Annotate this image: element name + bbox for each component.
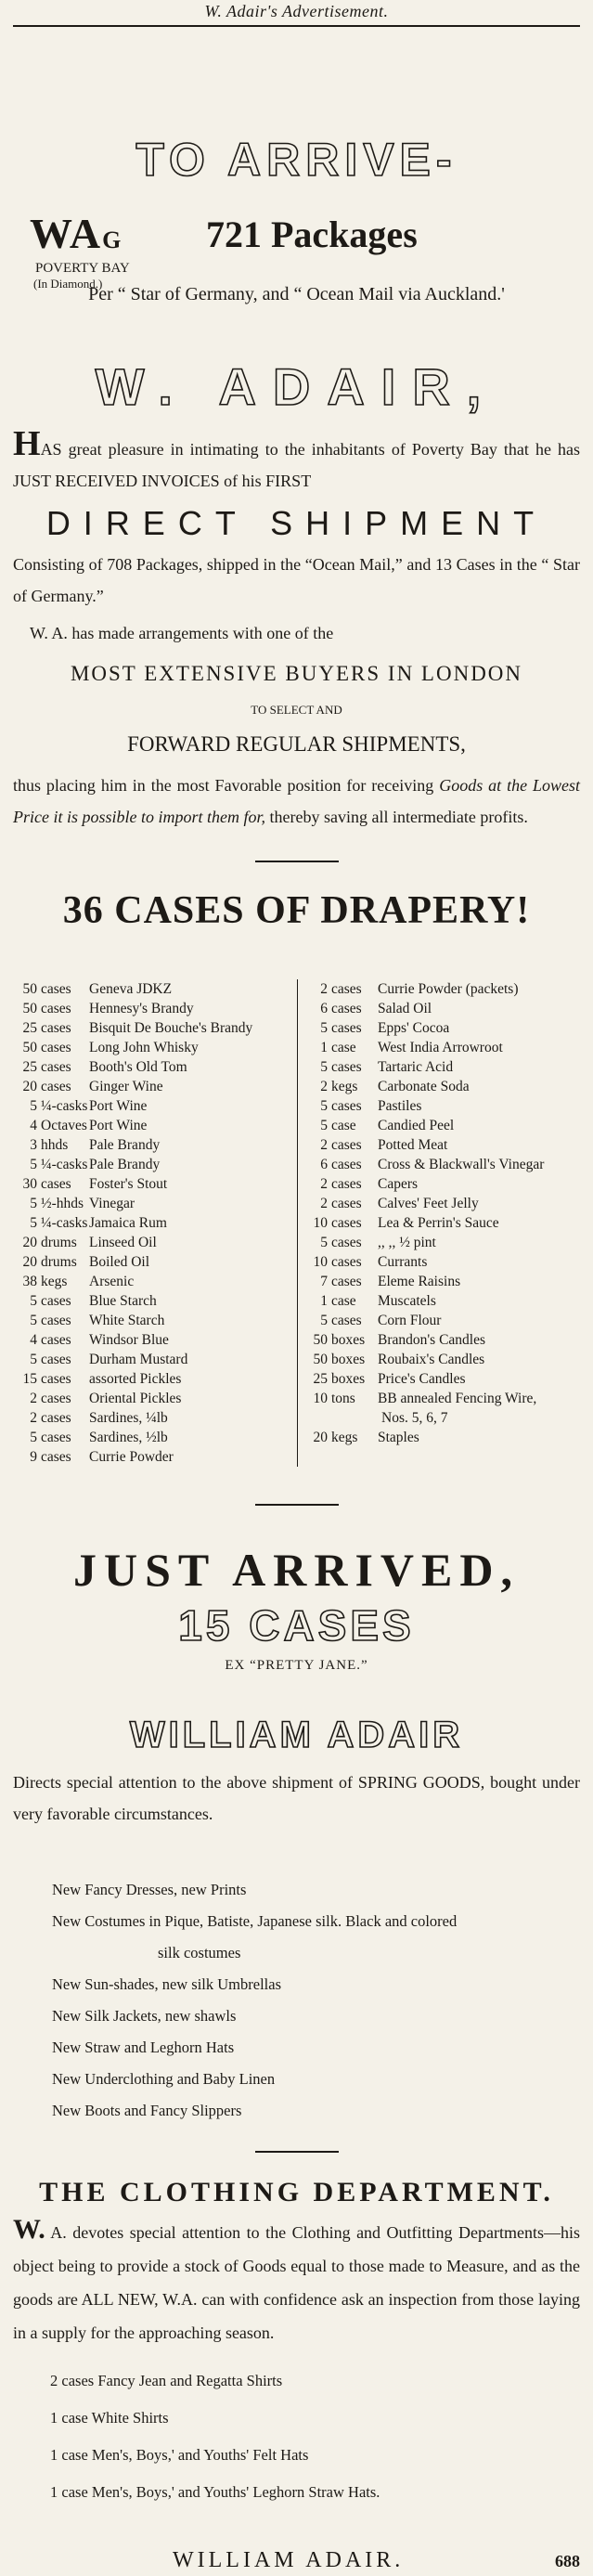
table-row — [305, 1057, 580, 1077]
item-quantity: 5 — [320, 1098, 328, 1114]
item-unit: cases — [41, 1410, 71, 1426]
item-unit: ¼-casks — [41, 1215, 88, 1231]
shipping-mark — [30, 209, 122, 258]
item-unit: cases — [331, 1313, 362, 1328]
table-row — [305, 1428, 580, 1447]
table-row — [305, 1135, 580, 1155]
table-row — [305, 1194, 580, 1213]
clothing-text: A. devotes special attention to the Clothing and Outfitting Departments—his object being to provide a stock of Goods equal to those made to Measure, and as the goods are ALL NEW, W.A. can with confidence ask an inspection from those laying in a supply for the approaching season. — [13, 2223, 580, 2342]
item-unit: cases — [41, 1293, 71, 1309]
table-row — [13, 1194, 293, 1213]
item-unit: kegs — [331, 1079, 358, 1094]
table-row — [13, 1252, 293, 1272]
william-adair-heading: WILLIAM ADAIR — [129, 1715, 464, 1755]
table-row — [305, 1155, 580, 1174]
item-unit: hhds — [41, 1137, 69, 1153]
item-quantity: 50 — [22, 1040, 37, 1055]
ex-pretty-jane: EX “PRETTY JANE.” — [225, 1658, 368, 1673]
item-unit: ¼-casks — [41, 1098, 88, 1114]
table-row — [13, 1350, 293, 1369]
item-quantity: 5 — [30, 1196, 37, 1211]
item-unit: cases — [41, 1059, 71, 1075]
table-row — [13, 1447, 293, 1467]
item-description: Long John Whisky — [89, 1040, 199, 1055]
item-quantity: 5 — [30, 1352, 37, 1367]
item-description: Muscatels — [378, 1293, 436, 1309]
item-description: Candied Peel — [378, 1118, 455, 1133]
item-description: Lea & Perrin's Sauce — [378, 1215, 499, 1231]
table-row — [305, 1174, 580, 1194]
running-header: W. Adair's Advertisement. — [204, 2, 389, 20]
item-quantity: 50 — [22, 981, 37, 997]
item-description: Geneva JDKZ — [89, 981, 173, 997]
item-description: Vinegar — [89, 1196, 135, 1211]
drapery-heading: 36 CASES OF DRAPERY! — [62, 889, 531, 932]
item-description: Currants — [378, 1254, 428, 1270]
most-extensive-line: MOST EXTENSIVE BUYERS IN LONDON — [70, 662, 523, 685]
item-quantity: 2 — [320, 981, 328, 997]
item-description: assorted Pickles — [89, 1371, 182, 1387]
item-quantity: 20 — [22, 1079, 37, 1094]
item-quantity: 5 — [30, 1313, 37, 1328]
w-adair-heading: W. ADAIR, — [95, 357, 498, 416]
table-row — [305, 1077, 580, 1096]
item-unit: cases — [331, 1059, 362, 1075]
item-description: Ginger Wine — [89, 1079, 163, 1094]
to-arrive-heading: TO ARRIVE- — [135, 134, 458, 186]
table-row — [13, 979, 293, 999]
section-divider-3 — [255, 2151, 339, 2153]
table-row — [13, 1174, 293, 1194]
item-unit: cases — [331, 1001, 362, 1016]
item-description: Pastiles — [378, 1098, 422, 1114]
list-item: 1 case Men's, Boys,' and Youths' Felt Hats — [50, 2446, 309, 2464]
table-row — [305, 979, 580, 999]
item-quantity: 50 — [313, 1332, 328, 1348]
item-quantity: 10 — [313, 1254, 328, 1270]
table-row — [305, 1116, 580, 1135]
item-description: Durham Mustard — [89, 1352, 188, 1367]
table-row — [305, 1233, 580, 1252]
item-quantity: 7 — [320, 1274, 328, 1289]
item-unit: cases — [331, 981, 362, 997]
item-unit: drums — [41, 1235, 77, 1250]
item-description: Blue Starch — [89, 1293, 157, 1309]
intro-dropcap: H — [13, 424, 41, 463]
item-unit: cases — [331, 1215, 362, 1231]
list-item: 1 case White Shirts — [50, 2409, 169, 2427]
item-quantity: 10 — [313, 1391, 328, 1406]
item-description: Eleme Raisins — [378, 1274, 461, 1289]
item-description: Pale Brandy — [89, 1157, 161, 1172]
right-goods-list — [298, 979, 580, 1467]
table-row — [305, 1389, 580, 1408]
directs-paragraph: Directs special attention to the above shipment of SPRING GOODS, bought under very favorable circumstances. — [13, 1773, 580, 1823]
in-diamond-note: (In Diamond.) — [33, 277, 103, 291]
item-quantity: 50 — [313, 1352, 328, 1367]
item-unit: cases — [331, 1020, 362, 1036]
item-description: Roubaix's Candles — [378, 1352, 485, 1367]
item-quantity: 20 — [313, 1430, 328, 1445]
clothing-heading: THE CLOTHING DEPARTMENT. — [39, 2177, 554, 2207]
item-quantity: 5 — [30, 1430, 37, 1445]
spring-goods-list — [13, 1874, 580, 2127]
item-description: Boiled Oil — [89, 1254, 150, 1270]
item-unit: cases — [331, 1254, 362, 1270]
table-row — [13, 1311, 293, 1330]
shipping-mark-main: WA — [30, 210, 103, 257]
just-arrived-heading: JUST ARRIVED, — [73, 1544, 520, 1596]
item-quantity: 6 — [320, 1157, 328, 1172]
item-unit: ¼-casks — [41, 1157, 88, 1172]
table-row — [13, 1038, 293, 1057]
forward-shipments-line: FORWARD REGULAR SHIPMENTS, — [127, 732, 466, 756]
list-item: New Silk Jackets, new shawls — [52, 2007, 237, 2025]
item-description: Arsenic — [89, 1274, 135, 1289]
table-row — [13, 999, 293, 1018]
item-description: Oriental Pickles — [89, 1391, 182, 1406]
left-goods-list — [13, 979, 298, 1467]
table-row — [13, 1272, 293, 1291]
item-description: Price's Candles — [378, 1371, 466, 1387]
item-quantity: 50 — [22, 1001, 37, 1016]
item-quantity: 4 — [30, 1332, 37, 1348]
table-row — [13, 1077, 293, 1096]
item-unit: cases — [331, 1157, 362, 1172]
header-rule — [13, 25, 580, 27]
item-unit: cases — [331, 1137, 362, 1153]
item-description: Sardines, ¼lb — [89, 1410, 168, 1426]
item-description: Sardines, ½lb — [89, 1430, 168, 1445]
item-description: Booth's Old Tom — [89, 1059, 187, 1075]
thus-text-2: thereby saving all intermediate profits. — [269, 808, 528, 826]
table-row — [305, 1350, 580, 1369]
thus-paragraph — [13, 770, 580, 833]
table-row — [305, 1213, 580, 1233]
item-description: Windsor Blue — [89, 1332, 169, 1348]
item-unit: cases — [331, 1196, 362, 1211]
direct-shipment-heading: DIRECT SHIPMENT — [45, 504, 548, 542]
item-quantity: 5 — [30, 1215, 37, 1231]
item-description: BB annealed Fencing Wire, — [378, 1391, 537, 1406]
intro-text: AS great pleasure in intimating to the inhabitants of Poverty Bay that he has JUST RECEIVED INVOICES of his FIRST — [13, 440, 580, 490]
item-quantity: 10 — [313, 1215, 328, 1231]
item-description: Bisquit De Bouche's Brandy — [89, 1020, 253, 1036]
table-row — [13, 1057, 293, 1077]
item-quantity: 5 — [30, 1293, 37, 1309]
item-quantity: 2 — [30, 1410, 37, 1426]
item-quantity: 25 — [22, 1020, 37, 1036]
table-row — [305, 1291, 580, 1311]
clothing-dropcap: W. — [13, 2214, 45, 2245]
table-row — [13, 1369, 293, 1389]
item-unit: case — [331, 1040, 356, 1055]
table-row — [305, 1408, 580, 1428]
item-unit: ½-hhds — [41, 1196, 84, 1211]
item-unit: boxes — [331, 1332, 366, 1348]
item-quantity: 25 — [22, 1059, 37, 1075]
packages-count: 721 Packages — [206, 214, 418, 255]
item-unit: cases — [331, 1274, 362, 1289]
consisting-paragraph: Consisting of 708 Packages, shipped in the “Ocean Mail,” and 13 Cases in the “ Star of Germany.” — [13, 555, 580, 605]
item-description: Port Wine — [89, 1118, 148, 1133]
item-unit: tons — [331, 1391, 355, 1406]
fifteen-cases-heading: 15 CASES — [178, 1601, 415, 1650]
list-item: New Boots and Fancy Slippers — [52, 2102, 242, 2119]
item-quantity: 15 — [22, 1371, 37, 1387]
item-quantity: 30 — [22, 1176, 37, 1192]
clothing-list — [13, 2362, 580, 2511]
list-item: New Underclothing and Baby Linen — [52, 2070, 276, 2088]
item-unit: cases — [41, 1371, 71, 1387]
thus-italic: Goods at the Lowest Price it is possible to import them for, — [13, 776, 581, 826]
item-unit: cases — [41, 1391, 71, 1406]
item-unit: Octaves — [41, 1118, 87, 1133]
item-unit: cases — [41, 1352, 71, 1367]
signature: WILLIAM ADAIR. — [173, 2548, 405, 2572]
table-row — [13, 1330, 293, 1350]
table-row — [13, 1233, 293, 1252]
list-item: New Costumes in Pique, Batiste, Japanese silk. Black and colored — [52, 1912, 458, 1930]
item-description: Capers — [378, 1176, 419, 1192]
item-description: Linseed Oil — [89, 1235, 157, 1250]
list-item: 2 cases Fancy Jean and Regatta Shirts — [50, 2372, 283, 2389]
table-row — [13, 1155, 293, 1174]
item-unit: cases — [41, 1079, 71, 1094]
table-row — [305, 1272, 580, 1291]
to-select-line: TO SELECT AND — [251, 703, 342, 717]
table-row — [13, 1018, 293, 1038]
item-unit: drums — [41, 1254, 77, 1270]
item-unit: case — [331, 1293, 356, 1309]
item-quantity: 5 — [320, 1059, 328, 1075]
section-divider-2 — [255, 1504, 339, 1506]
table-row — [13, 1213, 293, 1233]
item-quantity: 6 — [320, 1001, 328, 1016]
table-row — [305, 1369, 580, 1389]
item-description: West India Arrowroot — [378, 1040, 503, 1055]
item-description: Cross & Blackwall's Vinegar — [378, 1157, 545, 1172]
item-quantity: 5 — [320, 1235, 328, 1250]
shipping-mark-sub: G — [102, 227, 123, 253]
intro-paragraph — [13, 426, 580, 497]
item-quantity: 2 — [320, 1196, 328, 1211]
item-unit: cases — [331, 1235, 362, 1250]
list-item: New Fancy Dresses, new Prints — [52, 1881, 247, 1898]
item-description: Nos. 5, 6, 7 — [381, 1410, 448, 1426]
item-quantity: 1 — [320, 1293, 328, 1309]
list-item: New Straw and Leghorn Hats — [52, 2039, 235, 2056]
item-unit: cases — [41, 1449, 71, 1465]
item-quantity: 2 — [320, 1137, 328, 1153]
item-quantity: 4 — [30, 1118, 37, 1133]
table-row — [305, 1018, 580, 1038]
item-quantity: 5 — [320, 1313, 328, 1328]
item-unit: cases — [41, 1332, 71, 1348]
list-item: 1 case Men's, Boys,' and Youths' Leghorn Straw Hats. — [50, 2483, 380, 2501]
item-unit: cases — [331, 1098, 362, 1114]
item-quantity: 5 — [320, 1118, 328, 1133]
table-row — [305, 1330, 580, 1350]
item-description: Staples — [378, 1430, 419, 1445]
item-unit: cases — [41, 1313, 71, 1328]
item-description: White Starch — [89, 1313, 165, 1328]
thus-text-1: thus placing him in the most Favorable position for receiving — [13, 776, 434, 795]
table-row — [13, 1389, 293, 1408]
item-description: Brandon's Candles — [378, 1332, 486, 1348]
item-description: Pale Brandy — [89, 1137, 161, 1153]
item-quantity: 2 — [30, 1391, 37, 1406]
item-description: Salad Oil — [378, 1001, 432, 1016]
per-ships-line: Per “ Star of Germany, and “ Ocean Mail via Auckland.' — [88, 284, 505, 304]
poverty-bay-mark: POVERTY BAY — [35, 261, 130, 276]
table-row — [305, 999, 580, 1018]
item-description: Currie Powder — [89, 1449, 174, 1465]
page-number: 688 — [555, 2552, 580, 2570]
item-description: Calves' Feet Jelly — [378, 1196, 479, 1211]
item-quantity: 25 — [313, 1371, 328, 1387]
table-row — [13, 1408, 293, 1428]
table-row — [305, 1038, 580, 1057]
item-quantity: 5 — [30, 1157, 37, 1172]
item-quantity: 20 — [22, 1254, 37, 1270]
item-description: Currie Powder (packets) — [378, 981, 519, 997]
item-description: ,, ,, ½ pint — [378, 1235, 436, 1250]
table-row — [13, 1135, 293, 1155]
item-unit: cases — [41, 1040, 71, 1055]
section-divider — [255, 861, 339, 862]
item-unit: cases — [41, 981, 71, 997]
item-description: Port Wine — [89, 1098, 148, 1114]
item-description: Carbonate Soda — [378, 1079, 470, 1094]
item-description: Jamaica Rum — [89, 1215, 167, 1231]
item-unit: case — [331, 1118, 356, 1133]
shipping-mark-row — [13, 209, 580, 265]
table-row — [305, 1311, 580, 1330]
item-unit: kegs — [331, 1430, 358, 1445]
item-quantity: 1 — [320, 1040, 328, 1055]
arrangements-line: W. A. has made arrangements with one of the — [30, 624, 334, 642]
item-description: Epps' Cocoa — [378, 1020, 450, 1036]
table-row — [305, 1252, 580, 1272]
list-item: silk costumes — [158, 1944, 241, 1961]
item-unit: cases — [41, 1001, 71, 1016]
item-description: Foster's Stout — [89, 1176, 168, 1192]
item-unit: cases — [41, 1020, 71, 1036]
item-quantity: 3 — [30, 1137, 37, 1153]
item-description: Tartaric Acid — [378, 1059, 454, 1075]
item-unit: boxes — [331, 1352, 366, 1367]
item-unit: boxes — [331, 1371, 366, 1387]
table-row — [305, 1096, 580, 1116]
item-unit: cases — [41, 1430, 71, 1445]
item-quantity: 2 — [320, 1079, 328, 1094]
clothing-paragraph — [13, 2216, 580, 2349]
table-row — [13, 1428, 293, 1447]
table-row — [13, 1116, 293, 1135]
item-quantity: 5 — [320, 1020, 328, 1036]
list-item: New Sun-shades, new silk Umbrellas — [52, 1975, 282, 1993]
item-description: Potted Meat — [378, 1137, 448, 1153]
item-description: Hennesy's Brandy — [89, 1001, 194, 1016]
goods-columns — [13, 979, 580, 1467]
item-quantity: 2 — [320, 1176, 328, 1192]
item-quantity: 38 — [22, 1274, 37, 1289]
item-quantity: 9 — [30, 1449, 37, 1465]
item-quantity: 5 — [30, 1098, 37, 1114]
item-unit: kegs — [41, 1274, 68, 1289]
item-description: Corn Flour — [378, 1313, 442, 1328]
item-unit: cases — [41, 1176, 71, 1192]
table-row — [13, 1291, 293, 1311]
table-row — [13, 1096, 293, 1116]
item-unit: cases — [331, 1176, 362, 1192]
item-quantity: 20 — [22, 1235, 37, 1250]
